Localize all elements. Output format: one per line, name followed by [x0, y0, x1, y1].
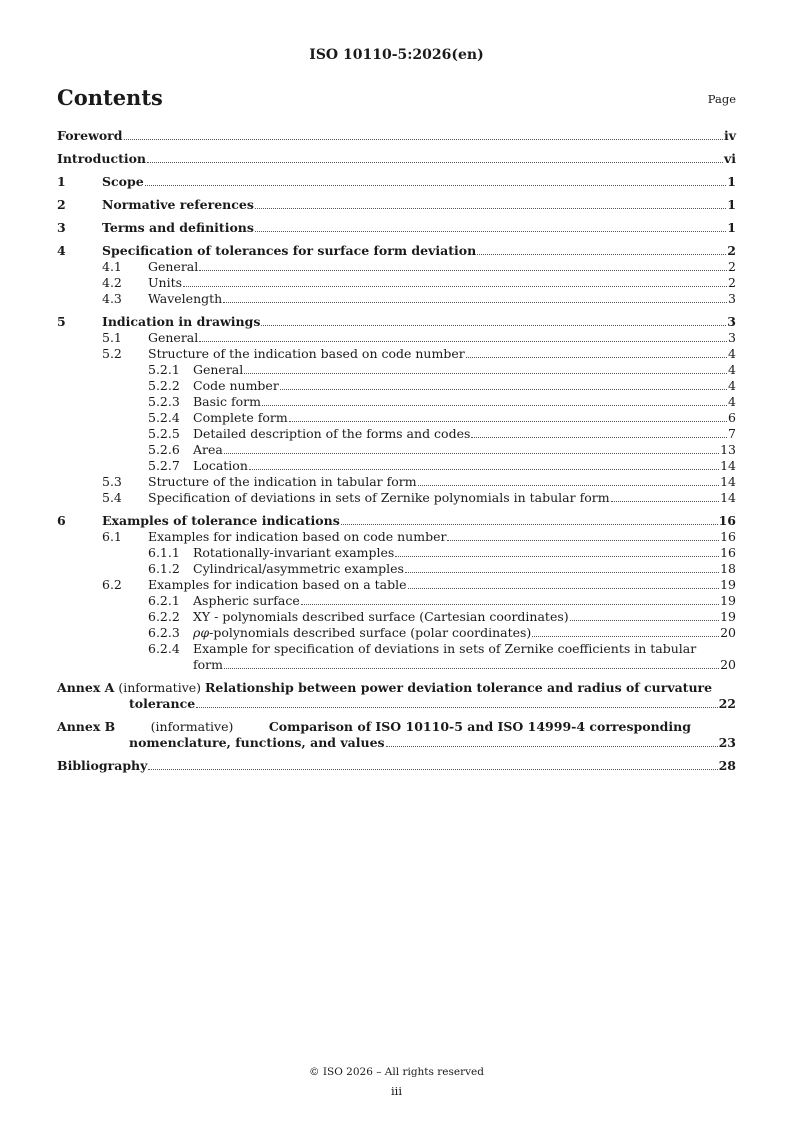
toc-entry-5-2-3[interactable]: 5.2.3 Basic form 4 — [148, 394, 736, 409]
toc-entry-5-4[interactable]: 5.4 Specification of deviations in sets of Zernike polynomials in tabular form 14 — [102, 490, 736, 505]
toc-entry-1[interactable]: 1 Scope 1 — [57, 174, 736, 189]
toc-entry-6-2-4[interactable]: 6.2.4 Example for specification of deviations in sets of Zernike coefficients in tabular form 20 — [148, 641, 736, 672]
toc-entry-5[interactable]: 5 Indication in drawings 3 — [57, 314, 736, 329]
toc-entry-6-1[interactable]: 6.1 Examples for indication based on code number 16 — [102, 529, 736, 544]
toc-entry-annex-a[interactable]: Annex A (informative) Relationship between power deviation tolerance and radius of curvature tolerance 22 — [57, 680, 736, 711]
toc-entry-bibliography[interactable]: Bibliography 28 — [57, 758, 736, 773]
toc-entry-6-2-1[interactable]: 6.2.1 Aspheric surface 19 — [148, 593, 736, 608]
toc-entry-4-2[interactable]: 4.2 Units 2 — [102, 275, 736, 290]
toc-entry-4-1[interactable]: 4.1 General 2 — [102, 259, 736, 274]
toc-entry-foreword[interactable]: Foreword iv — [57, 128, 736, 143]
toc-entry-5-1[interactable]: 5.1 General 3 — [102, 330, 736, 345]
toc-entry-4[interactable]: 4 Specification of tolerances for surface form deviation 2 — [57, 243, 736, 258]
toc-entry-6-1-1[interactable]: 6.1.1 Rotationally-invariant examples 16 — [148, 545, 736, 560]
toc-entry-5-2[interactable]: 5.2 Structure of the indication based on code number 4 — [102, 346, 736, 361]
toc-entry-6[interactable]: 6 Examples of tolerance indications 16 — [57, 513, 736, 528]
toc-entry-5-2-1[interactable]: 5.2.1 General 4 — [148, 362, 736, 377]
toc-entry-annex-b[interactable]: Annex B (informative) Comparison of ISO 10110-5 and ISO 14999-4 corresponding nomenclature, functions, and values 23 — [57, 719, 736, 750]
toc-entry-5-3[interactable]: 5.3 Structure of the indication in tabular form 14 — [102, 474, 736, 489]
copyright-notice: © ISO 2026 – All rights reserved — [309, 1066, 484, 1078]
toc-entry-5-2-4[interactable]: 5.2.4 Complete form 6 — [148, 410, 736, 425]
toc-entry-introduction[interactable]: Introduction vi — [57, 151, 736, 166]
page-title: Contents — [57, 85, 163, 110]
toc-entry-6-2-2[interactable]: 6.2.2 XY - polynomials described surface (Cartesian coordinates) 19 — [148, 609, 736, 624]
document-header: ISO 10110-5:2026(en) — [309, 47, 484, 63]
toc-entry-5-2-6[interactable]: 5.2.6 Area 13 — [148, 442, 736, 457]
toc-entry-5-2-7[interactable]: 5.2.7 Location 14 — [148, 458, 736, 473]
greek-symbol-rho-phi: ρφ — [193, 625, 210, 640]
toc-entry-2[interactable]: 2 Normative references 1 — [57, 197, 736, 212]
toc-entry-5-2-5[interactable]: 5.2.5 Detailed description of the forms and codes 7 — [148, 426, 736, 441]
toc-entry-3[interactable]: 3 Terms and definitions 1 — [57, 220, 736, 235]
table-of-contents — [57, 128, 736, 774]
page-number: iii — [390, 1084, 403, 1098]
toc-entry-5-2-2[interactable]: 5.2.2 Code number 4 — [148, 378, 736, 393]
toc-entry-6-1-2[interactable]: 6.1.2 Cylindrical/asymmetric examples 18 — [148, 561, 736, 576]
page-column-label: Page — [707, 92, 736, 106]
toc-entry-6-2-3[interactable]: 6.2.3 ρφ-polynomials described surface (polar coordinates) 20 — [148, 625, 736, 640]
toc-entry-6-2[interactable]: 6.2 Examples for indication based on a table 19 — [102, 577, 736, 592]
toc-entry-4-3[interactable]: 4.3 Wavelength 3 — [102, 291, 736, 306]
